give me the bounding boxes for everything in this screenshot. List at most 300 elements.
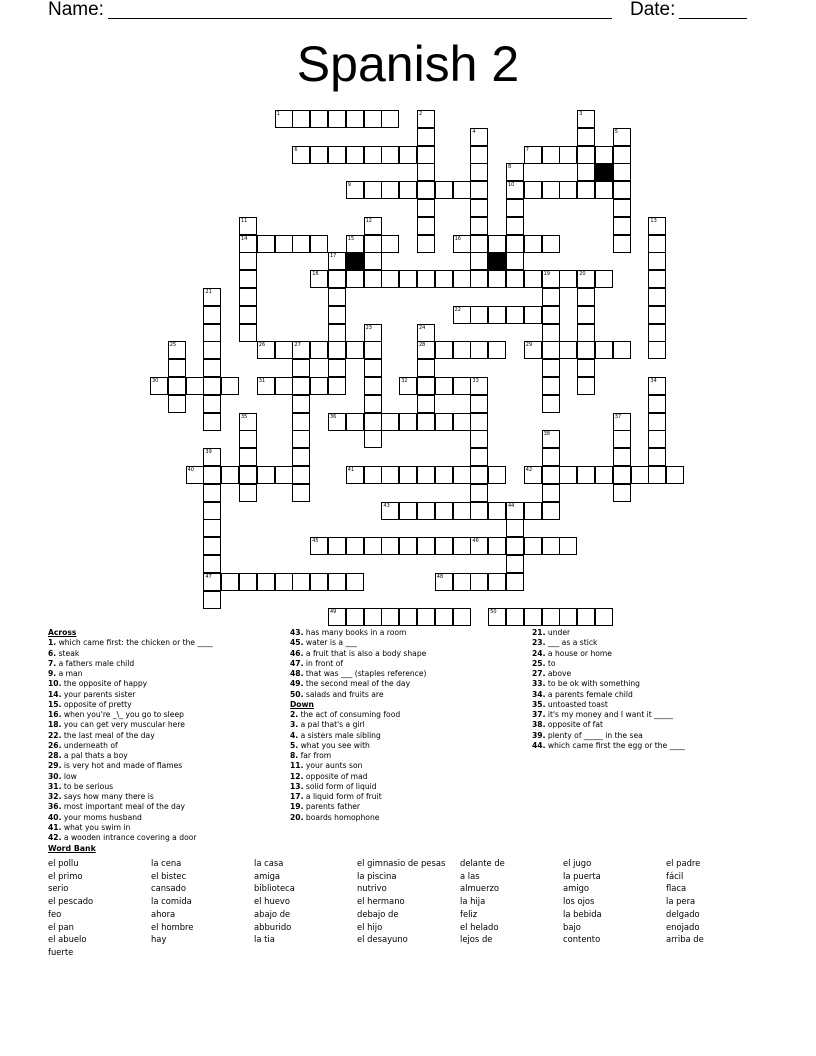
crossword-cell[interactable] (417, 146, 435, 164)
crossword-cell[interactable] (542, 146, 560, 164)
crossword-cell[interactable] (275, 110, 293, 128)
crossword-cell[interactable] (648, 270, 666, 288)
crossword-cell[interactable] (417, 537, 435, 555)
crossword-cell[interactable] (488, 235, 506, 253)
crossword-cell[interactable] (417, 466, 435, 484)
crossword-cell[interactable] (203, 519, 221, 537)
crossword-cell[interactable] (203, 341, 221, 359)
crossword-cell[interactable] (435, 341, 453, 359)
crossword-cell[interactable] (346, 110, 364, 128)
crossword-cell[interactable] (186, 466, 204, 484)
crossword-cell[interactable] (310, 377, 328, 395)
crossword-cell[interactable] (399, 413, 417, 431)
crossword-cell[interactable] (364, 395, 382, 413)
crossword-cell[interactable] (292, 146, 310, 164)
crossword-cell[interactable] (648, 377, 666, 395)
crossword-cell[interactable] (292, 430, 310, 448)
crossword-cell[interactable] (203, 484, 221, 502)
crossword-cell[interactable] (346, 146, 364, 164)
crossword-cell[interactable] (381, 181, 399, 199)
crossword-cell[interactable] (542, 484, 560, 502)
crossword-cell[interactable] (435, 466, 453, 484)
crossword-cell[interactable] (648, 252, 666, 270)
crossword-cell[interactable] (542, 395, 560, 413)
crossword-cell[interactable] (435, 377, 453, 395)
crossword-cell[interactable] (417, 217, 435, 235)
crossword-cell[interactable] (577, 466, 595, 484)
crossword-cell[interactable] (364, 430, 382, 448)
crossword-cell[interactable] (648, 306, 666, 324)
crossword-cell[interactable] (631, 466, 649, 484)
crossword-cell[interactable] (648, 235, 666, 253)
crossword-cell[interactable] (613, 466, 631, 484)
crossword-cell[interactable] (470, 252, 488, 270)
crossword-cell[interactable] (648, 324, 666, 342)
crossword-cell[interactable] (417, 270, 435, 288)
crossword-cell[interactable] (613, 217, 631, 235)
crossword-cell[interactable] (595, 146, 613, 164)
crossword-cell[interactable] (542, 502, 560, 520)
crossword-cell[interactable] (524, 235, 542, 253)
crossword-cell[interactable] (203, 395, 221, 413)
crossword-cell[interactable] (328, 324, 346, 342)
crossword-cell[interactable] (470, 448, 488, 466)
crossword-cell[interactable] (364, 537, 382, 555)
crossword-cell[interactable] (381, 235, 399, 253)
crossword-cell[interactable] (470, 502, 488, 520)
crossword-cell[interactable] (417, 324, 435, 342)
crossword-cell[interactable] (524, 341, 542, 359)
crossword-cell[interactable] (417, 377, 435, 395)
crossword-cell[interactable] (524, 146, 542, 164)
crossword-cell[interactable] (417, 359, 435, 377)
crossword-cell[interactable] (328, 341, 346, 359)
crossword-cell[interactable] (470, 199, 488, 217)
crossword-cell[interactable] (648, 466, 666, 484)
crossword-cell[interactable] (221, 573, 239, 591)
crossword-cell[interactable] (346, 573, 364, 591)
crossword-cell[interactable] (470, 466, 488, 484)
crossword-cell[interactable] (203, 359, 221, 377)
crossword-cell[interactable] (221, 377, 239, 395)
crossword-cell[interactable] (470, 306, 488, 324)
crossword-cell[interactable] (417, 608, 435, 626)
crossword-cell[interactable] (488, 270, 506, 288)
crossword-cell[interactable] (239, 252, 257, 270)
crossword-cell[interactable] (328, 252, 346, 270)
crossword-cell[interactable] (559, 341, 577, 359)
crossword-cell[interactable] (292, 110, 310, 128)
crossword-cell[interactable] (399, 608, 417, 626)
crossword-cell[interactable] (506, 181, 524, 199)
crossword-cell[interactable] (364, 110, 382, 128)
crossword-cell[interactable] (364, 341, 382, 359)
crossword-cell[interactable] (613, 484, 631, 502)
crossword-cell[interactable] (364, 252, 382, 270)
crossword-cell[interactable] (239, 484, 257, 502)
crossword-cell[interactable] (488, 608, 506, 626)
crossword-cell[interactable] (506, 235, 524, 253)
crossword-cell[interactable] (470, 163, 488, 181)
crossword-cell[interactable] (381, 413, 399, 431)
crossword-cell[interactable] (453, 377, 471, 395)
crossword-cell[interactable] (559, 466, 577, 484)
crossword-cell[interactable] (239, 413, 257, 431)
crossword-cell[interactable] (613, 146, 631, 164)
crossword-cell[interactable] (292, 341, 310, 359)
crossword-cell[interactable] (292, 377, 310, 395)
crossword-cell[interactable] (417, 395, 435, 413)
crossword-cell[interactable] (453, 341, 471, 359)
crossword-cell[interactable] (577, 110, 595, 128)
crossword-cell[interactable] (613, 128, 631, 146)
crossword-cell[interactable] (524, 608, 542, 626)
crossword-cell[interactable] (648, 341, 666, 359)
crossword-cell[interactable] (257, 377, 275, 395)
crossword-cell[interactable] (648, 413, 666, 431)
crossword-cell[interactable] (328, 377, 346, 395)
crossword-cell[interactable] (613, 163, 631, 181)
crossword-cell[interactable] (364, 608, 382, 626)
crossword-cell[interactable] (577, 608, 595, 626)
crossword-cell[interactable] (453, 608, 471, 626)
crossword-cell[interactable] (275, 235, 293, 253)
crossword-cell[interactable] (542, 377, 560, 395)
crossword-cell[interactable] (364, 217, 382, 235)
crossword-cell[interactable] (275, 573, 293, 591)
crossword-cell[interactable] (577, 146, 595, 164)
crossword-cell[interactable] (203, 288, 221, 306)
crossword-cell[interactable] (524, 181, 542, 199)
crossword-cell[interactable] (506, 608, 524, 626)
crossword-cell[interactable] (239, 430, 257, 448)
crossword-cell[interactable] (524, 466, 542, 484)
crossword-cell[interactable] (453, 235, 471, 253)
crossword-cell[interactable] (470, 573, 488, 591)
crossword-cell[interactable] (310, 110, 328, 128)
crossword-cell[interactable] (203, 573, 221, 591)
crossword-cell[interactable] (542, 341, 560, 359)
crossword-cell[interactable] (346, 235, 364, 253)
crossword-cell[interactable] (257, 466, 275, 484)
crossword-cell[interactable] (381, 146, 399, 164)
crossword-cell[interactable] (310, 270, 328, 288)
crossword-cell[interactable] (435, 502, 453, 520)
crossword-cell[interactable] (613, 430, 631, 448)
crossword-cell[interactable] (346, 341, 364, 359)
crossword-cell[interactable] (346, 270, 364, 288)
crossword-cell[interactable] (239, 217, 257, 235)
crossword-cell[interactable] (381, 502, 399, 520)
crossword-cell[interactable] (239, 324, 257, 342)
crossword-cell[interactable] (542, 324, 560, 342)
crossword-cell[interactable] (381, 270, 399, 288)
crossword-cell[interactable] (613, 413, 631, 431)
crossword-cell[interactable] (435, 181, 453, 199)
crossword-cell[interactable] (453, 306, 471, 324)
name-blank[interactable] (108, 3, 612, 19)
crossword-cell[interactable] (470, 181, 488, 199)
crossword-cell[interactable] (648, 217, 666, 235)
crossword-cell[interactable] (310, 537, 328, 555)
crossword-cell[interactable] (542, 430, 560, 448)
crossword-cell[interactable] (453, 537, 471, 555)
crossword-cell[interactable] (239, 270, 257, 288)
crossword-cell[interactable] (417, 199, 435, 217)
crossword-cell[interactable] (648, 430, 666, 448)
crossword-cell[interactable] (203, 377, 221, 395)
crossword-cell[interactable] (559, 608, 577, 626)
crossword-cell[interactable] (399, 181, 417, 199)
crossword-cell[interactable] (186, 377, 204, 395)
crossword-cell[interactable] (221, 466, 239, 484)
crossword-cell[interactable] (435, 537, 453, 555)
crossword-cell[interactable] (577, 181, 595, 199)
crossword-cell[interactable] (577, 163, 595, 181)
crossword-cell[interactable] (346, 537, 364, 555)
crossword-cell[interactable] (417, 502, 435, 520)
crossword-cell[interactable] (595, 181, 613, 199)
crossword-cell[interactable] (453, 181, 471, 199)
crossword-cell[interactable] (577, 288, 595, 306)
crossword-cell[interactable] (168, 359, 186, 377)
crossword-cell[interactable] (577, 377, 595, 395)
crossword-cell[interactable] (470, 537, 488, 555)
crossword-cell[interactable] (577, 270, 595, 288)
crossword-cell[interactable] (559, 146, 577, 164)
crossword-cell[interactable] (506, 252, 524, 270)
crossword-cell[interactable] (506, 502, 524, 520)
crossword-cell[interactable] (542, 288, 560, 306)
crossword-cell[interactable] (364, 235, 382, 253)
crossword-cell[interactable] (239, 573, 257, 591)
crossword-cell[interactable] (488, 341, 506, 359)
crossword-cell[interactable] (399, 146, 417, 164)
crossword-cell[interactable] (292, 448, 310, 466)
crossword-cell[interactable] (239, 448, 257, 466)
crossword-cell[interactable] (506, 519, 524, 537)
crossword-cell[interactable] (470, 270, 488, 288)
crossword-cell[interactable] (328, 270, 346, 288)
crossword-cell[interactable] (364, 181, 382, 199)
crossword-cell[interactable] (542, 537, 560, 555)
crossword-cell[interactable] (417, 163, 435, 181)
crossword-cell[interactable] (364, 413, 382, 431)
crossword-cell[interactable] (506, 217, 524, 235)
crossword-cell[interactable] (381, 466, 399, 484)
crossword-cell[interactable] (257, 573, 275, 591)
crossword-cell[interactable] (292, 413, 310, 431)
crossword-cell[interactable] (453, 502, 471, 520)
crossword-cell[interactable] (364, 377, 382, 395)
crossword-cell[interactable] (328, 288, 346, 306)
crossword-cell[interactable] (435, 573, 453, 591)
crossword-cell[interactable] (488, 573, 506, 591)
crossword-cell[interactable] (168, 377, 186, 395)
crossword-cell[interactable] (346, 413, 364, 431)
crossword-cell[interactable] (595, 608, 613, 626)
crossword-cell[interactable] (613, 341, 631, 359)
crossword-cell[interactable] (203, 466, 221, 484)
crossword-cell[interactable] (310, 573, 328, 591)
crossword-cell[interactable] (470, 235, 488, 253)
crossword-cell[interactable] (559, 270, 577, 288)
crossword-cell[interactable] (577, 324, 595, 342)
crossword-cell[interactable] (470, 430, 488, 448)
crossword-cell[interactable] (239, 306, 257, 324)
crossword-cell[interactable] (328, 146, 346, 164)
crossword-cell[interactable] (328, 306, 346, 324)
crossword-cell[interactable] (203, 537, 221, 555)
crossword-cell[interactable] (399, 537, 417, 555)
crossword-cell[interactable] (364, 359, 382, 377)
crossword-cell[interactable] (275, 466, 293, 484)
crossword-cell[interactable] (239, 288, 257, 306)
crossword-cell[interactable] (577, 341, 595, 359)
crossword-cell[interactable] (381, 537, 399, 555)
crossword-cell[interactable] (595, 341, 613, 359)
crossword-cell[interactable] (257, 235, 275, 253)
crossword-cell[interactable] (435, 413, 453, 431)
crossword-cell[interactable] (417, 110, 435, 128)
crossword-cell[interactable] (203, 502, 221, 520)
crossword-cell[interactable] (381, 608, 399, 626)
crossword-cell[interactable] (453, 270, 471, 288)
crossword-cell[interactable] (364, 466, 382, 484)
crossword-cell[interactable] (328, 573, 346, 591)
crossword-cell[interactable] (168, 341, 186, 359)
crossword-cell[interactable] (275, 341, 293, 359)
crossword-cell[interactable] (417, 181, 435, 199)
crossword-cell[interactable] (613, 181, 631, 199)
crossword-cell[interactable] (346, 466, 364, 484)
crossword-cell[interactable] (292, 466, 310, 484)
crossword-cell[interactable] (364, 324, 382, 342)
crossword-cell[interactable] (292, 395, 310, 413)
crossword-cell[interactable] (310, 341, 328, 359)
crossword-cell[interactable] (310, 235, 328, 253)
crossword-cell[interactable] (470, 484, 488, 502)
crossword-cell[interactable] (328, 413, 346, 431)
crossword-cell[interactable] (328, 537, 346, 555)
crossword-cell[interactable] (666, 466, 684, 484)
crossword-cell[interactable] (542, 270, 560, 288)
crossword-cell[interactable] (239, 466, 257, 484)
crossword-cell[interactable] (542, 448, 560, 466)
crossword-cell[interactable] (381, 110, 399, 128)
date-blank[interactable] (679, 3, 747, 19)
crossword-cell[interactable] (542, 359, 560, 377)
crossword-cell[interactable] (292, 235, 310, 253)
crossword-cell[interactable] (470, 341, 488, 359)
crossword-cell[interactable] (542, 181, 560, 199)
crossword-cell[interactable] (292, 359, 310, 377)
crossword-cell[interactable] (648, 395, 666, 413)
crossword-cell[interactable] (577, 128, 595, 146)
crossword-cell[interactable] (470, 128, 488, 146)
crossword-cell[interactable] (328, 608, 346, 626)
crossword-cell[interactable] (346, 608, 364, 626)
crossword-cell[interactable] (292, 573, 310, 591)
crossword-cell[interactable] (364, 270, 382, 288)
crossword-cell[interactable] (613, 448, 631, 466)
crossword-cell[interactable] (310, 146, 328, 164)
crossword-cell[interactable] (346, 181, 364, 199)
crossword-cell[interactable] (470, 146, 488, 164)
crossword-cell[interactable] (577, 359, 595, 377)
crossword-cell[interactable] (470, 395, 488, 413)
crossword-cell[interactable] (542, 466, 560, 484)
crossword-cell[interactable] (524, 537, 542, 555)
crossword-cell[interactable] (203, 306, 221, 324)
crossword-cell[interactable] (417, 128, 435, 146)
crossword-cell[interactable] (417, 341, 435, 359)
crossword-cell[interactable] (506, 537, 524, 555)
crossword-cell[interactable] (470, 217, 488, 235)
crossword-cell[interactable] (203, 324, 221, 342)
crossword-cell[interactable] (470, 413, 488, 431)
crossword-cell[interactable] (150, 377, 168, 395)
crossword-cell[interactable] (488, 537, 506, 555)
crossword-cell[interactable] (595, 466, 613, 484)
crossword-cell[interactable] (292, 484, 310, 502)
crossword-cell[interactable] (524, 270, 542, 288)
crossword-cell[interactable] (203, 591, 221, 609)
crossword-cell[interactable] (577, 306, 595, 324)
crossword-cell[interactable] (435, 270, 453, 288)
crossword-cell[interactable] (257, 341, 275, 359)
crossword-cell[interactable] (435, 608, 453, 626)
crossword-cell[interactable] (559, 537, 577, 555)
crossword-cell[interactable] (648, 288, 666, 306)
crossword-cell[interactable] (328, 359, 346, 377)
crossword-cell[interactable] (275, 377, 293, 395)
crossword-cell[interactable] (613, 235, 631, 253)
crossword-cell[interactable] (542, 306, 560, 324)
crossword-cell[interactable] (595, 270, 613, 288)
crossword-cell[interactable] (470, 377, 488, 395)
crossword-cell[interactable] (399, 502, 417, 520)
crossword-cell[interactable] (417, 413, 435, 431)
crossword-cell[interactable] (488, 466, 506, 484)
crossword-cell[interactable] (506, 555, 524, 573)
crossword-cell[interactable] (399, 270, 417, 288)
crossword-cell[interactable] (506, 199, 524, 217)
crossword-cell[interactable] (524, 306, 542, 324)
crossword-cell[interactable] (417, 235, 435, 253)
crossword-cell[interactable] (506, 306, 524, 324)
crossword-cell[interactable] (559, 181, 577, 199)
crossword-cell[interactable] (488, 306, 506, 324)
crossword-cell[interactable] (203, 413, 221, 431)
crossword-cell[interactable] (399, 377, 417, 395)
crossword-cell[interactable] (453, 573, 471, 591)
crossword-cell[interactable] (506, 270, 524, 288)
crossword-cell[interactable] (613, 199, 631, 217)
crossword-cell[interactable] (203, 448, 221, 466)
crossword-cell[interactable] (399, 466, 417, 484)
crossword-cell[interactable] (542, 608, 560, 626)
crossword-cell[interactable] (648, 448, 666, 466)
crossword-cell[interactable] (203, 555, 221, 573)
crossword-cell[interactable] (168, 395, 186, 413)
crossword-cell[interactable] (364, 146, 382, 164)
crossword-cell[interactable] (488, 502, 506, 520)
crossword-cell[interactable] (328, 110, 346, 128)
crossword-cell[interactable] (506, 573, 524, 591)
crossword-cell[interactable] (506, 163, 524, 181)
crossword-cell[interactable] (542, 235, 560, 253)
